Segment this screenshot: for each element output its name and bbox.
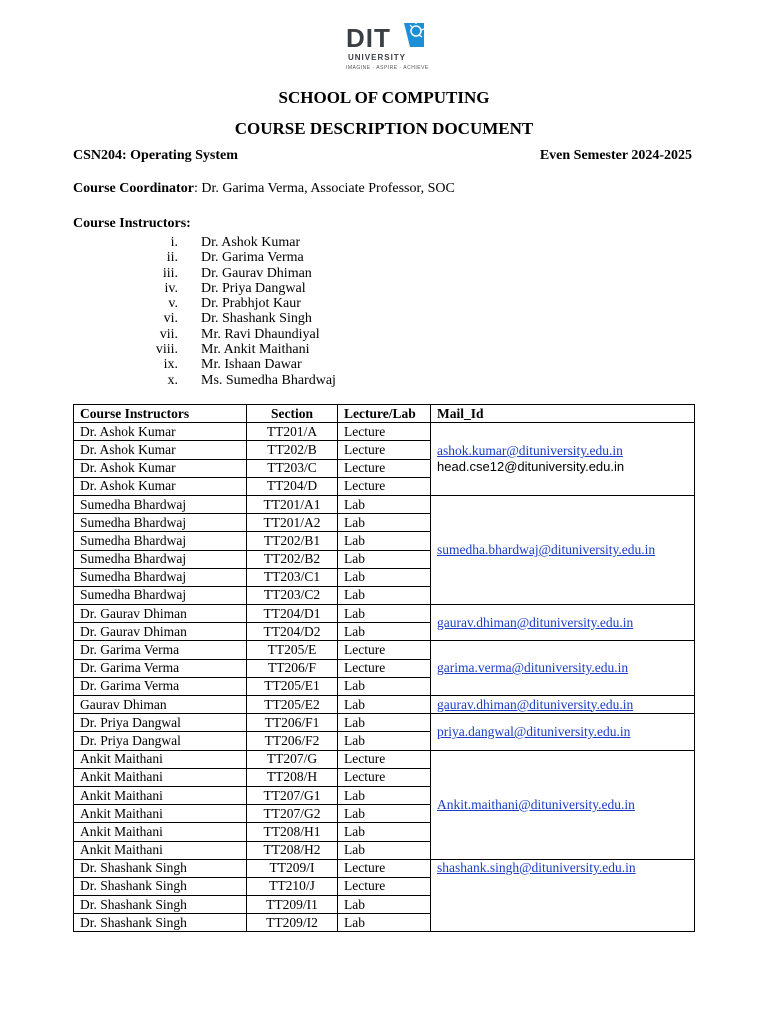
list-item-name: Dr. Shashank Singh: [201, 311, 312, 327]
gear-icon: [402, 17, 426, 51]
instructor-cell: Ankit Maithani: [74, 841, 247, 859]
header-lecture-lab: Lecture/Lab: [338, 405, 431, 423]
type-cell: Lecture: [338, 477, 431, 495]
section-cell: TT205/E2: [247, 696, 338, 714]
list-item: [140, 373, 336, 388]
section-cell: TT202/B: [247, 441, 338, 459]
instructor-cell: Dr. Priya Dangwal: [74, 714, 247, 732]
instructor-cell: Gaurav Dhiman: [74, 696, 247, 714]
section-cell: TT207/G2: [247, 805, 338, 823]
instructors-heading: Course Instructors:: [73, 216, 191, 231]
list-item-number: i.: [170, 235, 178, 250]
instructor-cell: Dr. Ashok Kumar: [74, 459, 247, 477]
section-cell: TT208/H2: [247, 841, 338, 859]
section-cell: TT202/B2: [247, 550, 338, 568]
section-cell: TT202/B1: [247, 532, 338, 550]
semester-label: Even Semester 2024-2025: [539, 148, 692, 163]
course-name: CSN204: Operating System: [73, 148, 238, 163]
instructor-cell: Sumedha Bhardwaj: [74, 495, 247, 513]
email-link[interactable]: gaurav.dhiman@dituniversity.edu.in: [437, 614, 634, 630]
type-cell: Lab: [338, 823, 431, 841]
type-cell: Lab: [338, 568, 431, 586]
section-cell: TT203/C2: [247, 586, 338, 604]
school-title: SCHOOL OF COMPUTING: [278, 88, 490, 107]
instructor-cell: Dr. Garima Verma: [74, 659, 247, 677]
email-link[interactable]: priya.dangwal@dituniversity.edu.in: [437, 723, 631, 739]
mail-cell: [431, 859, 695, 932]
type-cell: Lab: [338, 786, 431, 804]
mail-cell: [431, 750, 695, 859]
instructor-cell: Dr. Shashank Singh: [74, 914, 247, 932]
type-cell: Lab: [338, 714, 431, 732]
section-cell: TT205/E1: [247, 677, 338, 695]
type-cell: Lab: [338, 586, 431, 604]
logo-tagline: IMAGINE · ASPIRE · ACHIEVE: [346, 65, 429, 71]
type-cell: Lecture: [338, 641, 431, 659]
list-item-name: Ms. Sumedha Bhardwaj: [201, 372, 336, 388]
list-item-number: x.: [167, 372, 178, 388]
table-header-row: [74, 405, 695, 423]
logo-university-text: UNIVERSITY: [348, 53, 407, 62]
section-cell: TT204/D2: [247, 623, 338, 641]
type-cell: Lecture: [338, 659, 431, 677]
section-cell: TT204/D: [247, 477, 338, 495]
type-cell: Lecture: [338, 750, 431, 768]
list-item-name: Mr. Ishaan Dawar: [201, 357, 302, 373]
instructor-cell: Ankit Maithani: [74, 823, 247, 841]
instructor-cell: Dr. Ashok Kumar: [74, 423, 247, 441]
section-cell: TT208/H1: [247, 823, 338, 841]
list-item-number: vii.: [159, 326, 178, 342]
course-coordinator: [73, 181, 455, 197]
logo-wordmark: DIT: [346, 23, 391, 53]
section-cell: TT210/J: [247, 877, 338, 895]
email-link[interactable]: garima.verma@dituniversity.edu.in: [437, 660, 629, 676]
table-row: [74, 714, 695, 732]
list-item-name: Dr. Garima Verma: [201, 250, 304, 266]
mail-cell: [431, 605, 695, 641]
instructor-cell: Dr. Gaurav Dhiman: [74, 623, 247, 641]
instructor-cell: Sumedha Bhardwaj: [74, 550, 247, 568]
type-cell: Lab: [338, 677, 431, 695]
type-cell: Lab: [338, 805, 431, 823]
instructor-cell: Dr. Ashok Kumar: [74, 441, 247, 459]
section-cell: TT209/I: [247, 859, 338, 877]
type-cell: Lecture: [338, 768, 431, 786]
type-cell: Lab: [338, 495, 431, 513]
instructor-cell: Dr. Ashok Kumar: [74, 477, 247, 495]
list-item-number: ix.: [163, 357, 178, 373]
list-item: [140, 357, 336, 372]
instructor-cell: Dr. Gaurav Dhiman: [74, 605, 247, 623]
list-item-name: Dr. Gaurav Dhiman: [201, 265, 312, 281]
list-item-number: iv.: [164, 280, 178, 296]
list-item-number: iii.: [162, 265, 178, 281]
table-row: [74, 423, 695, 441]
list-item: [140, 311, 336, 326]
coordinator-value: : Dr. Garima Verma, Associate Professor, SOC: [193, 181, 455, 196]
header-mail-id: Mail_Id: [431, 405, 695, 423]
list-item: [140, 296, 336, 311]
instructor-cell: Dr. Garima Verma: [74, 677, 247, 695]
type-cell: Lecture: [338, 459, 431, 477]
section-cell: TT206/F2: [247, 732, 338, 750]
section-cell: TT203/C: [247, 459, 338, 477]
section-cell: TT201/A: [247, 423, 338, 441]
list-item-name: Mr. Ravi Dhaundiyal: [201, 326, 320, 342]
type-cell: Lecture: [338, 423, 431, 441]
type-cell: Lab: [338, 896, 431, 914]
section-cell: TT208/H: [247, 768, 338, 786]
section-cell: TT203/C1: [247, 568, 338, 586]
list-item-number: vi.: [163, 311, 178, 327]
section-cell: TT204/D1: [247, 605, 338, 623]
email-link[interactable]: ashok.kumar@dituniversity.edu.in: [437, 443, 623, 459]
type-cell: Lab: [338, 550, 431, 568]
section-cell: TT205/E: [247, 641, 338, 659]
table-row: [74, 641, 695, 659]
table-row: [74, 605, 695, 623]
type-cell: Lab: [338, 914, 431, 932]
type-cell: Lecture: [338, 441, 431, 459]
list-item: [140, 281, 336, 296]
instructor-cell: Ankit Maithani: [74, 805, 247, 823]
type-cell: Lab: [338, 532, 431, 550]
instructor-cell: Dr. Priya Dangwal: [74, 732, 247, 750]
section-cell: TT201/A2: [247, 514, 338, 532]
instructor-cell: Ankit Maithani: [74, 750, 247, 768]
email-link[interactable]: shashank.singh@dituniversity.edu.in: [437, 859, 636, 875]
list-item-name: Mr. Ankit Maithani: [201, 342, 310, 358]
mail-cell: [431, 714, 695, 750]
section-cell: TT209/I1: [247, 896, 338, 914]
section-cell: TT206/F: [247, 659, 338, 677]
email-link[interactable]: Ankit.maithani@dituniversity.edu.in: [437, 796, 635, 812]
list-item-number: viii.: [155, 342, 178, 358]
type-cell: Lab: [338, 623, 431, 641]
section-cell: TT206/F1: [247, 714, 338, 732]
email-link[interactable]: gaurav.dhiman@dituniversity.edu.in: [437, 696, 634, 712]
instructor-table: [73, 404, 695, 932]
list-item-number: ii.: [166, 250, 178, 266]
type-cell: Lab: [338, 605, 431, 623]
list-item: [140, 342, 336, 357]
table-row: [74, 696, 695, 714]
table-row: [74, 495, 695, 513]
mail-cell: [431, 423, 695, 496]
mail-cell: [431, 495, 695, 604]
table-row: [74, 859, 695, 877]
email-text: head.cse12@dituniversity.edu.in: [437, 459, 625, 475]
list-item: [140, 327, 336, 342]
list-item: [140, 266, 336, 281]
type-cell: Lecture: [338, 877, 431, 895]
section-cell: TT207/G1: [247, 786, 338, 804]
section-cell: TT207/G: [247, 750, 338, 768]
document-title: COURSE DESCRIPTION DOCUMENT: [234, 119, 534, 138]
header-section: Section: [247, 405, 338, 423]
instructor-cell: Dr. Garima Verma: [74, 641, 247, 659]
list-item-number: v.: [168, 296, 178, 312]
type-cell: Lab: [338, 514, 431, 532]
instructor-cell: Ankit Maithani: [74, 786, 247, 804]
section-cell: TT201/A1: [247, 495, 338, 513]
instructor-cell: Dr. Shashank Singh: [74, 877, 247, 895]
instructor-cell: Sumedha Bhardwaj: [74, 532, 247, 550]
header-instructor: Course Instructors: [74, 405, 247, 423]
instructor-cell: Ankit Maithani: [74, 768, 247, 786]
coordinator-label: Course Coordinator: [73, 181, 194, 196]
type-cell: Lab: [338, 732, 431, 750]
instructor-cell: Sumedha Bhardwaj: [74, 514, 247, 532]
type-cell: Lab: [338, 696, 431, 714]
instructors-list: [140, 235, 336, 388]
instructor-cell: Sumedha Bhardwaj: [74, 568, 247, 586]
section-cell: TT209/I2: [247, 914, 338, 932]
list-item-name: Dr. Ashok Kumar: [201, 235, 301, 250]
email-link[interactable]: sumedha.bhardwaj@dituniversity.edu.in: [437, 542, 656, 557]
mail-cell: [431, 696, 695, 714]
mail-cell: [431, 641, 695, 696]
instructor-cell: Dr. Shashank Singh: [74, 859, 247, 877]
list-item: [140, 235, 336, 250]
list-item-name: Dr. Prabhjot Kaur: [201, 296, 301, 312]
list-item: [140, 250, 336, 265]
instructor-cell: Dr. Shashank Singh: [74, 896, 247, 914]
type-cell: Lecture: [338, 859, 431, 877]
dit-university-logo: [342, 15, 428, 73]
instructor-cell: Sumedha Bhardwaj: [74, 586, 247, 604]
table-row: [74, 750, 695, 768]
type-cell: Lab: [338, 841, 431, 859]
list-item-name: Dr. Priya Dangwal: [201, 280, 306, 296]
